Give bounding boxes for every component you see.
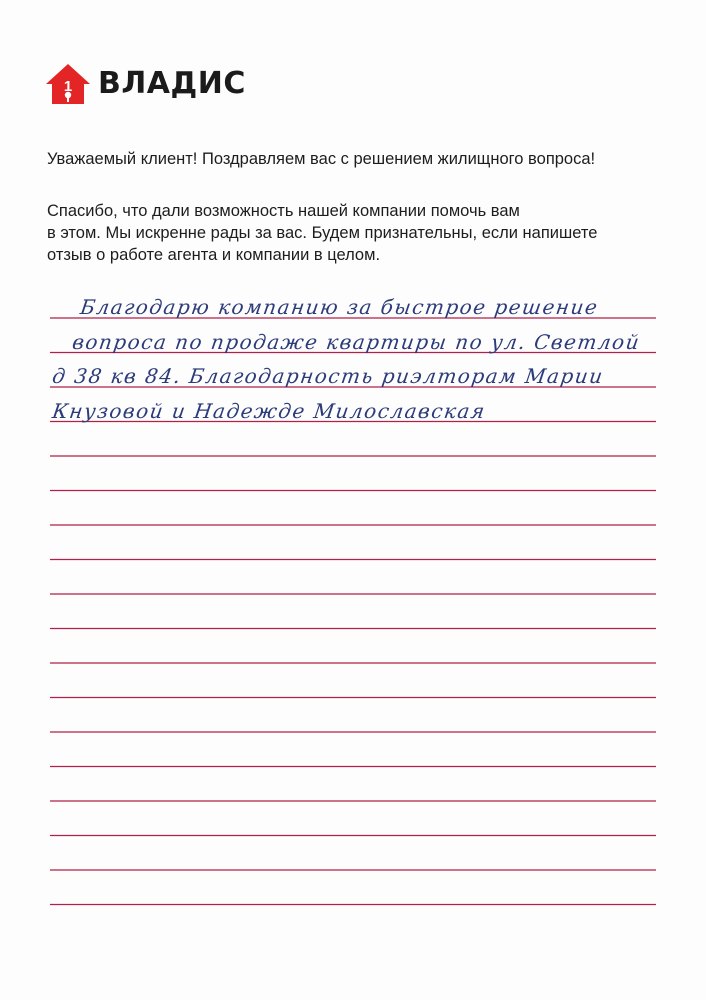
handwritten-line: Благодарю компанию за быстрое решение	[78, 295, 601, 319]
intro-paragraph	[47, 200, 687, 266]
brand-name: ВЛАДИС	[98, 66, 246, 101]
house-key-icon	[44, 62, 92, 106]
brand-logo	[44, 62, 246, 106]
intro-line: отзыв о работе агента и компании в целом.	[47, 246, 381, 264]
intro-line: в этом. Мы искренне рады за вас. Будем признательны, если напишете	[47, 224, 598, 242]
handwritten-line: вопроса по продаже квартиры по ул. Светлой	[70, 329, 642, 354]
handwritten-line: Кнузовой и Надежде Милославская	[50, 398, 488, 423]
intro-line: Спасибо, что дали возможность нашей компании помочь вам	[47, 202, 520, 220]
greeting-text: Уважаемый клиент! Поздравляем вас с решением жилищного вопроса!	[47, 150, 596, 168]
logo-badge-number: 1	[63, 78, 73, 95]
handwritten-line: д 38 кв 84. Благодарность риэлторам Марии	[50, 364, 606, 388]
handwritten-review	[50, 290, 670, 428]
